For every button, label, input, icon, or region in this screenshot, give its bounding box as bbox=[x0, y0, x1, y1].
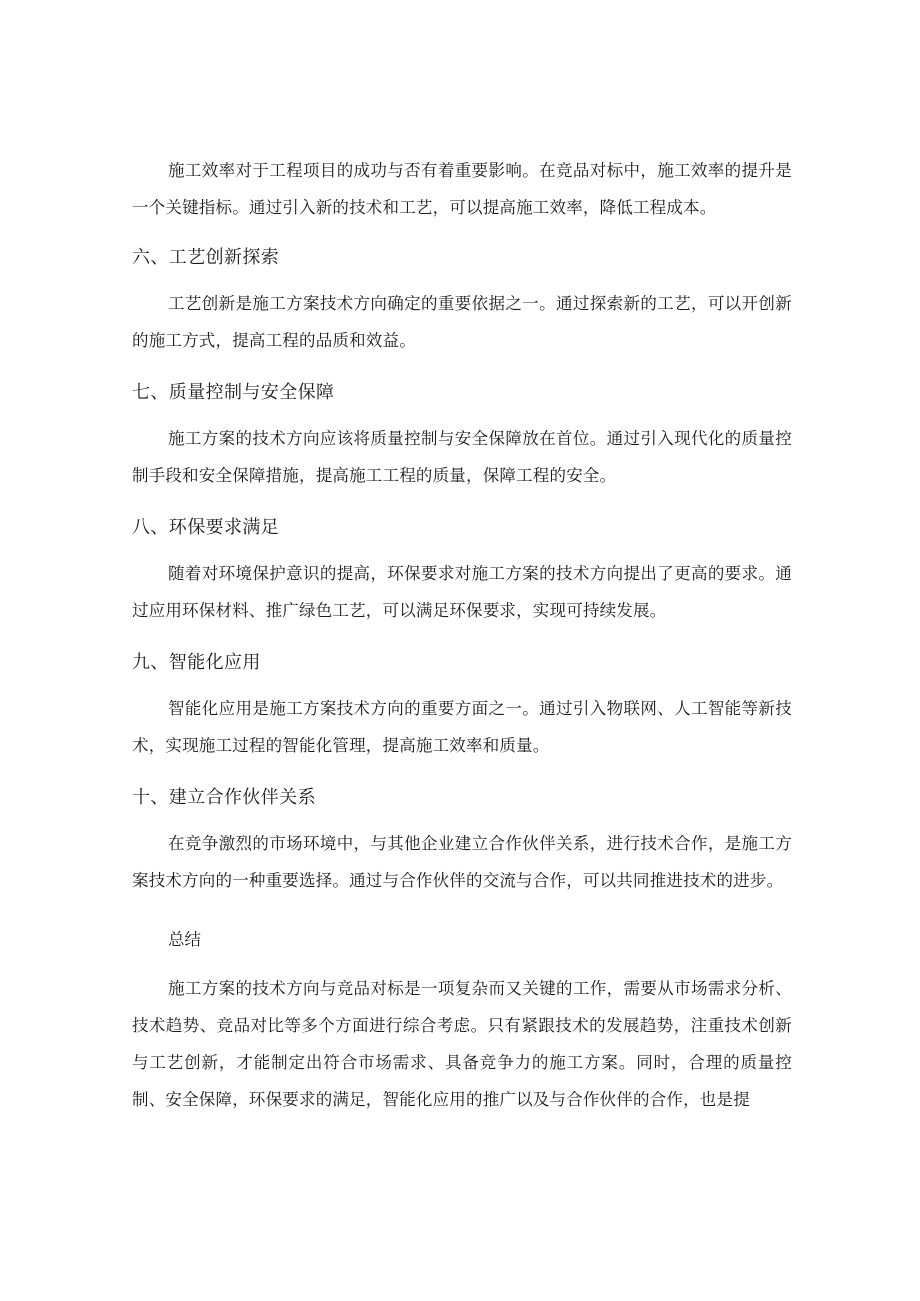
section-6 bbox=[132, 246, 792, 359]
section-paragraph: 在竞争激烈的市场环境中，与其他企业建立合作伙伴关系，进行技术合作，是施工方案技术方向的一种重要选择。通过与合作伙伴的交流与合作，可以共同推进技术的进步。 bbox=[132, 834, 792, 890]
section-7 bbox=[132, 381, 792, 494]
section-heading: 十、建立合作伙伴关系 bbox=[132, 787, 316, 808]
section-paragraph: 工艺创新是施工方案技术方向确定的重要依据之一。通过探索新的工艺，可以开创新的施工方式，提高工程的品质和效益。 bbox=[132, 294, 792, 350]
section-paragraph: 施工方案的技术方向应该将质量控制与安全保障放在首位。通过引入现代化的质量控制手段和安全保障措施，提高施工工程的质量，保障工程的安全。 bbox=[132, 429, 792, 485]
section-9 bbox=[132, 651, 792, 764]
summary-paragraph: 施工方案的技术方向与竞品对标是一项复杂而又关键的工作，需要从市场需求分析、技术趋势、竞品对比等多个方面进行综合考虑。只有紧跟技术的发展趋势，注重技术创新与工艺创新，才能制定出符合市场需求、具备竞争力的施工方案。同时，合理的质量控制、安全保障，环保要求的满足，智能化应用的推广以及与合作伙伴的合作，也是提 bbox=[132, 979, 792, 1109]
section-8 bbox=[132, 516, 792, 629]
document-page bbox=[132, 152, 792, 1118]
section-paragraph: 智能化应用是施工方案技术方向的重要方面之一。通过引入物联网、人工智能等新技术，实现施工过程的智能化管理，提高施工效率和质量。 bbox=[132, 699, 792, 755]
section-heading: 九、智能化应用 bbox=[132, 652, 261, 673]
intro-paragraph: 施工效率对于工程项目的成功与否有着重要影响。在竞品对标中，施工效率的提升是一个关键指标。通过引入新的技术和工艺，可以提高施工效率，降低工程成本。 bbox=[132, 161, 792, 217]
section-heading: 六、工艺创新探索 bbox=[132, 247, 280, 268]
section-heading: 八、环保要求满足 bbox=[132, 517, 280, 538]
summary-label: 总结 bbox=[168, 930, 201, 949]
section-paragraph: 随着对环境保护意识的提高，环保要求对施工方案的技术方向提出了更高的要求。通过应用环保材料、推广绿色工艺，可以满足环保要求，实现可持续发展。 bbox=[132, 564, 792, 620]
section-heading: 七、质量控制与安全保障 bbox=[132, 382, 335, 403]
section-10 bbox=[132, 786, 792, 899]
